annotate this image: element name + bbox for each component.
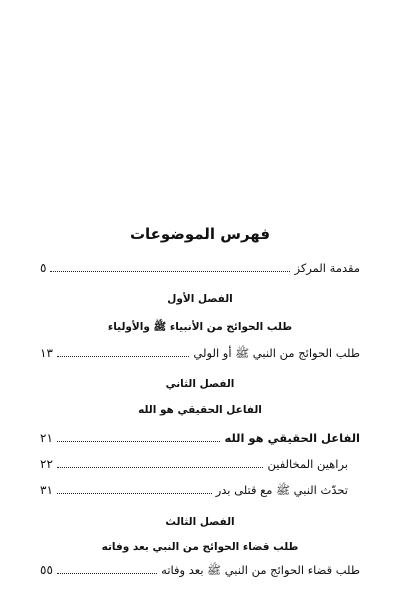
- toc-entry-label: طلب الحوائج من النبي ﷺ أو الولي: [193, 346, 360, 360]
- toc-entry: [40, 562, 360, 578]
- chapter-3-subtitle: طلب قضاء الحوائج من النبي بعد وفاته: [101, 541, 299, 553]
- chapter-2-heading: الفصل الثاني: [165, 378, 235, 390]
- chapter-1-subtitle: طلب الحوائج من الأنبياء ﷺ والأولياء: [107, 321, 293, 333]
- toc-entry-intro: [40, 260, 360, 276]
- toc-entry-page: ٥: [40, 261, 47, 275]
- toc-entry-page: ١٣: [40, 346, 53, 360]
- leader-dots: [57, 355, 190, 357]
- toc-entry-label: تحدّث النبي ﷺ مع قتلى بدر: [215, 483, 348, 497]
- toc-entry-label: براهين المخالفين: [267, 457, 348, 471]
- leader-dots: [57, 466, 264, 468]
- leader-dots: [57, 572, 157, 574]
- toc-entry-page: ٥٥: [40, 563, 53, 577]
- toc-entry: [40, 456, 348, 472]
- toc-title: فهرس الموضوعات: [129, 225, 271, 243]
- toc-entry: [40, 345, 360, 361]
- chapter-3-heading: الفصل الثالث: [165, 516, 235, 528]
- toc-entry-page: ٣١: [40, 483, 53, 497]
- toc-entry: [40, 430, 360, 446]
- chapter-1-heading: الفصل الأول: [167, 293, 233, 305]
- toc-entry-label: طلب قضاء الحوائج من النبي ﷺ بعد وفاته: [161, 563, 360, 577]
- leader-dots: [57, 492, 212, 494]
- leader-dots: [50, 270, 290, 272]
- toc-entry-page: ٢١: [40, 431, 53, 445]
- chapter-2-subtitle: الفاعل الحقيقي هو الله: [138, 404, 262, 416]
- toc-entry-label: مقدمة المركز: [294, 261, 360, 275]
- toc-entry-label: الفاعل الحقيقي هو الله: [224, 431, 360, 445]
- toc-entry: [40, 482, 348, 498]
- leader-dots: [57, 440, 221, 442]
- toc-entry-page: ٢٢: [40, 457, 53, 471]
